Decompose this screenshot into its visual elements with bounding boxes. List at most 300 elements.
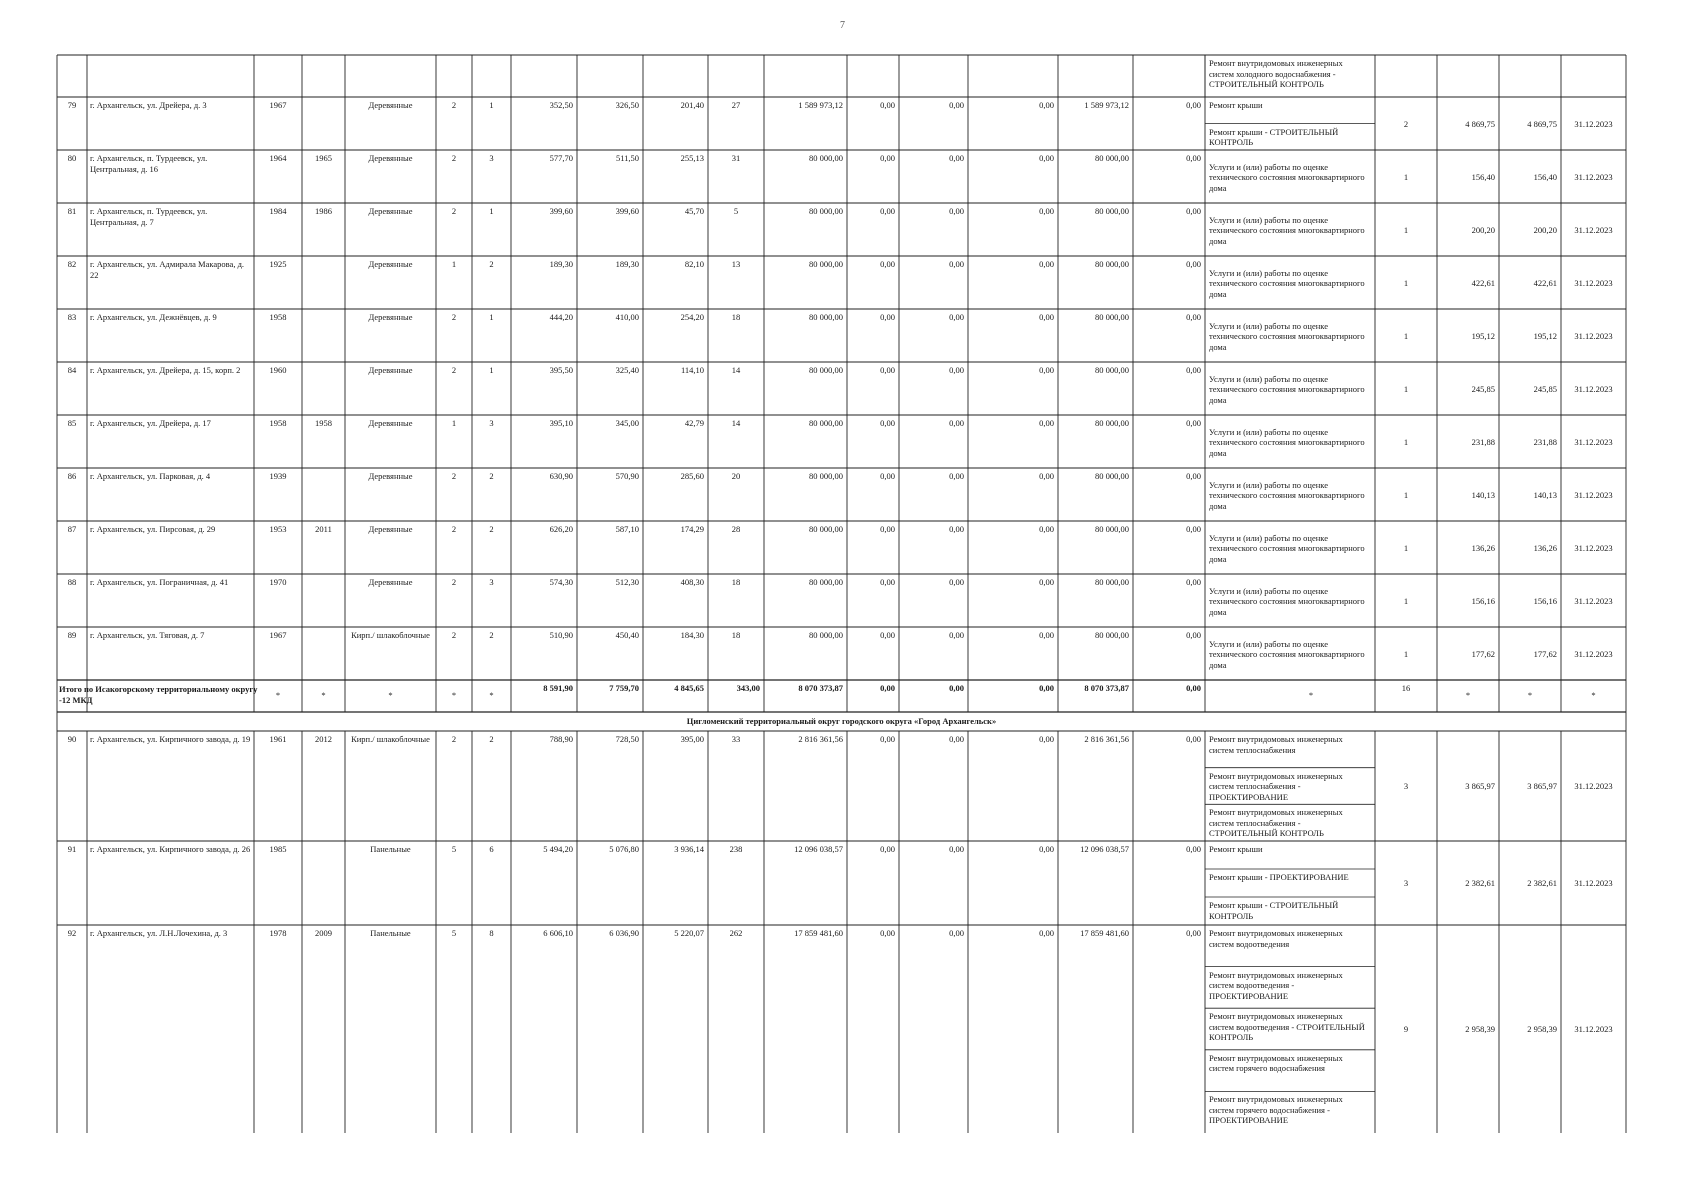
living-area: 6 036,90 bbox=[609, 928, 639, 938]
residents: 33 bbox=[731, 734, 741, 744]
fund-value: 0,00 bbox=[1039, 577, 1054, 587]
fund-value: 0,00 bbox=[1039, 418, 1054, 428]
fund-value: 0,00 bbox=[1186, 100, 1201, 110]
wall-material: Деревянные bbox=[368, 577, 413, 587]
address-cell: г. Архангельск, ул. Тяговая, д. 7 bbox=[90, 630, 205, 640]
fund-value: 0,00 bbox=[949, 577, 964, 587]
entrances: 6 bbox=[489, 844, 494, 854]
work-count: 3 bbox=[1403, 781, 1409, 791]
total-area: 630,90 bbox=[549, 471, 573, 481]
wall-material: Кирп./ шлакоблочные bbox=[351, 630, 430, 640]
fund-value: 80 000,00 bbox=[1095, 471, 1129, 481]
fund-value: 0,00 bbox=[1039, 928, 1054, 938]
row-number: 90 bbox=[67, 734, 77, 744]
address-cell: г. Архангельск, ул. Парковая, д. 4 bbox=[90, 471, 211, 481]
address-cell: г. Архангельск, ул. Дежнёвцев, д. 9 bbox=[90, 312, 217, 322]
work-item: Ремонт внутридомовых инженерных систем холодного водоснабжения - СТРОИТЕЛЬНЫЙ КОНТРОЛЬ bbox=[1209, 58, 1343, 89]
fund-sum: 8 070 373,87 bbox=[1084, 683, 1129, 693]
living-area: 587,10 bbox=[615, 524, 639, 534]
living-area: 450,40 bbox=[615, 630, 639, 640]
fund-sum: 0,00 bbox=[949, 683, 964, 693]
unit-cost: 4 869,75 bbox=[1465, 118, 1495, 129]
total-area: 395,50 bbox=[549, 365, 573, 375]
completion-date: 31.12.2023 bbox=[1574, 330, 1613, 341]
row-number: 83 bbox=[67, 312, 77, 322]
wall-material: Деревянные bbox=[368, 153, 413, 163]
row-number: 81 bbox=[67, 206, 77, 216]
private-area: 184,30 bbox=[680, 630, 704, 640]
wall-material: Деревянные bbox=[368, 312, 413, 322]
fund-sum: 0,00 bbox=[880, 683, 895, 693]
fund-value: 0,00 bbox=[880, 630, 895, 640]
entrances: 2 bbox=[489, 471, 494, 481]
completion-date: 31.12.2023 bbox=[1574, 542, 1613, 553]
fund-value: 0,00 bbox=[880, 365, 895, 375]
fund-value: 0,00 bbox=[949, 471, 964, 481]
residents: 28 bbox=[731, 524, 741, 534]
entrances: 1 bbox=[489, 312, 494, 322]
repair-cost: 80 000,00 bbox=[809, 577, 843, 587]
private-area: 201,40 bbox=[680, 100, 704, 110]
work-item: Услуги и (или) работы по оценке технического состояния многоквартирного дома bbox=[1209, 585, 1365, 617]
section-title: Цигломенский территориальный округ городского округа «Город Архангельск» bbox=[686, 716, 997, 726]
entrances: 8 bbox=[489, 928, 494, 938]
repair-cost: 80 000,00 bbox=[809, 418, 843, 428]
unit-cost: 245,85 bbox=[1471, 383, 1495, 394]
fund-value: 2 816 361,56 bbox=[1084, 734, 1129, 744]
fund-value: 0,00 bbox=[1186, 844, 1201, 854]
work-count: 9 bbox=[1403, 1024, 1409, 1034]
fund-value: 0,00 bbox=[949, 365, 964, 375]
fund-value: 0,00 bbox=[1039, 153, 1054, 163]
repair-cost: 80 000,00 bbox=[809, 153, 843, 163]
row-number: 82 bbox=[67, 259, 77, 269]
wall-material: Кирп./ шлакоблочные bbox=[351, 734, 430, 744]
limit-cost: 2 958,39 bbox=[1527, 1024, 1557, 1034]
completion-date: 31.12.2023 bbox=[1574, 648, 1613, 659]
fund-value: 0,00 bbox=[880, 153, 895, 163]
address-cell: г. Архангельск, ул. Адмирала Макарова, д. 22 bbox=[90, 259, 245, 280]
fund-value: 0,00 bbox=[1186, 153, 1201, 163]
repair-cost: 80 000,00 bbox=[809, 630, 843, 640]
row-number: 92 bbox=[67, 928, 77, 938]
private-area: 254,20 bbox=[680, 312, 704, 322]
limit-cost: 136,26 bbox=[1533, 542, 1557, 553]
floors: 2 bbox=[451, 100, 457, 110]
entrances: 1 bbox=[489, 206, 494, 216]
limit-cost: 3 865,97 bbox=[1527, 781, 1557, 791]
fund-value: 0,00 bbox=[880, 577, 895, 587]
wall-material: Деревянные bbox=[368, 206, 413, 216]
floors: 2 bbox=[451, 471, 457, 481]
fund-value: 0,00 bbox=[1039, 365, 1054, 375]
year-renovated: 1958 bbox=[315, 418, 332, 428]
residents: 18 bbox=[731, 577, 741, 587]
fund-value: 0,00 bbox=[1039, 524, 1054, 534]
total-area: 577,70 bbox=[549, 153, 573, 163]
floors: 2 bbox=[451, 734, 457, 744]
work-item: Услуги и (или) работы по оценке технического состояния многоквартирного дома bbox=[1209, 479, 1365, 511]
fund-value: 0,00 bbox=[1186, 206, 1201, 216]
fund-value: 0,00 bbox=[880, 844, 895, 854]
unit-cost: 2 958,39 bbox=[1465, 1024, 1495, 1034]
entrances: 1 bbox=[489, 365, 494, 375]
address-cell: г. Архангельск, п. Турдеевск, ул. Центральная, д. 16 bbox=[90, 153, 208, 174]
year-built: 1984 bbox=[269, 206, 287, 216]
floors: 1 bbox=[451, 418, 457, 428]
fund-sum: 0,00 bbox=[1186, 683, 1201, 693]
unit-cost: 231,88 bbox=[1471, 436, 1495, 447]
fund-value: 0,00 bbox=[1039, 630, 1054, 640]
floors: 2 bbox=[451, 630, 457, 640]
fund-value: 0,00 bbox=[880, 524, 895, 534]
completion-date: 31.12.2023 bbox=[1574, 1024, 1613, 1034]
living-area: 345,00 bbox=[615, 418, 639, 428]
residents-sum: 343,00 bbox=[736, 683, 760, 693]
floors: 1 bbox=[451, 259, 457, 269]
work-item: Ремонт внутридомовых инженерных систем теплоснабжения - ПРОЕКТИРОВАНИЕ bbox=[1209, 770, 1343, 802]
fund-value: 0,00 bbox=[1186, 577, 1201, 587]
work-item: Ремонт крыши - СТРОИТЕЛЬНЫЙ КОНТРОЛЬ bbox=[1209, 900, 1339, 921]
repair-cost: 80 000,00 bbox=[809, 206, 843, 216]
address-cell: г. Архангельск, ул. Дрейера, д. 15, корп. 2 bbox=[90, 365, 241, 375]
fund-value: 0,00 bbox=[1039, 206, 1054, 216]
entrances: 3 bbox=[489, 577, 494, 587]
placeholder-mark: * bbox=[1591, 690, 1596, 700]
address-cell: г. Архангельск, ул. Кирпичного завода, д. 26 bbox=[90, 844, 251, 854]
fund-value: 0,00 bbox=[949, 524, 964, 534]
living-area: 399,60 bbox=[615, 206, 639, 216]
total-label: Итого по Исакогорскому территориальному округу -12 МКД bbox=[59, 684, 258, 705]
row-number: 91 bbox=[67, 844, 77, 854]
total-area: 788,90 bbox=[549, 734, 573, 744]
year-built: 1958 bbox=[269, 312, 287, 322]
total-area: 5 494,20 bbox=[543, 844, 573, 854]
entrances: 2 bbox=[489, 734, 494, 744]
year-built: 1958 bbox=[269, 418, 287, 428]
entrances: 3 bbox=[489, 153, 494, 163]
unit-cost: 140,13 bbox=[1471, 489, 1495, 500]
work-item: Ремонт внутридомовых инженерных систем теплоснабжения bbox=[1209, 734, 1343, 755]
fund-value: 0,00 bbox=[949, 312, 964, 322]
residents: 18 bbox=[731, 630, 741, 640]
fund-value: 0,00 bbox=[949, 630, 964, 640]
living-area: 189,30 bbox=[615, 259, 639, 269]
address-cell: г. Архангельск, п. Турдеевск, ул. Центральная, д. 7 bbox=[90, 206, 208, 227]
fund-value: 12 096 038,57 bbox=[1080, 844, 1129, 854]
residents: 262 bbox=[729, 928, 743, 938]
living-area: 5 076,80 bbox=[609, 844, 639, 854]
repair-cost: 80 000,00 bbox=[809, 312, 843, 322]
wall-material: Панельные bbox=[370, 844, 411, 854]
repair-cost: 1 589 973,12 bbox=[798, 100, 843, 110]
work-item: Ремонт внутридомовых инженерных систем горячего водоснабжения - ПРОЕКТИРОВАНИЕ bbox=[1209, 1094, 1343, 1126]
limit-cost: 140,13 bbox=[1533, 489, 1557, 500]
residents: 31 bbox=[731, 153, 741, 163]
placeholder-mark: * bbox=[451, 690, 457, 700]
year-renovated: 1965 bbox=[315, 153, 332, 163]
row-number: 87 bbox=[67, 524, 77, 534]
private-area: 408,30 bbox=[680, 577, 704, 587]
fund-value: 0,00 bbox=[949, 734, 964, 744]
completion-date: 31.12.2023 bbox=[1574, 383, 1613, 394]
private-area: 5 220,07 bbox=[674, 928, 704, 938]
fund-value: 0,00 bbox=[880, 259, 895, 269]
fund-value: 80 000,00 bbox=[1095, 577, 1129, 587]
total-area: 399,60 bbox=[549, 206, 573, 216]
floors: 5 bbox=[451, 844, 457, 854]
work-count: 1 bbox=[1403, 595, 1409, 606]
fund-value: 0,00 bbox=[1186, 365, 1201, 375]
row-number: 79 bbox=[67, 100, 77, 110]
fund-value: 80 000,00 bbox=[1095, 153, 1129, 163]
fund-value: 80 000,00 bbox=[1095, 418, 1129, 428]
total-area: 444,20 bbox=[549, 312, 573, 322]
fund-value: 80 000,00 bbox=[1095, 630, 1129, 640]
fund-value: 0,00 bbox=[1039, 471, 1054, 481]
fund-value: 0,00 bbox=[1186, 928, 1201, 938]
fund-value: 0,00 bbox=[949, 206, 964, 216]
wall-material: Деревянные bbox=[368, 418, 413, 428]
year-built: 1964 bbox=[269, 153, 287, 163]
year-renovated: 2012 bbox=[315, 734, 332, 744]
work-item: Ремонт внутридомовых инженерных систем водоотведения bbox=[1209, 928, 1343, 949]
fund-value: 80 000,00 bbox=[1095, 365, 1129, 375]
wall-material: Деревянные bbox=[368, 259, 413, 269]
work-item: Ремонт крыши bbox=[1209, 100, 1263, 110]
year-built: 1967 bbox=[269, 100, 287, 110]
wall-material: Деревянные bbox=[368, 524, 413, 534]
fund-value: 0,00 bbox=[1186, 630, 1201, 640]
work-item: Услуги и (или) работы по оценке технического состояния многоквартирного дома bbox=[1209, 161, 1365, 193]
repair-cost: 2 816 361,56 bbox=[798, 734, 843, 744]
unit-cost: 3 865,97 bbox=[1465, 781, 1495, 791]
fund-value: 0,00 bbox=[880, 206, 895, 216]
work-count: 1 bbox=[1403, 436, 1409, 447]
year-built: 1961 bbox=[269, 734, 287, 744]
total-area: 189,30 bbox=[549, 259, 573, 269]
total-area: 574,30 bbox=[549, 577, 573, 587]
unit-cost: 200,20 bbox=[1471, 224, 1495, 235]
unit-cost: 136,26 bbox=[1471, 542, 1495, 553]
unit-cost: 195,12 bbox=[1471, 330, 1495, 341]
work-item: Ремонт внутридомовых инженерных систем водоотведения - СТРОИТЕЛЬНЫЙ КОНТРОЛЬ bbox=[1209, 1011, 1365, 1043]
repair-cost: 80 000,00 bbox=[809, 471, 843, 481]
fund-value: 0,00 bbox=[1186, 524, 1201, 534]
work-item: Услуги и (или) работы по оценке технического состояния многоквартирного дома bbox=[1209, 214, 1365, 246]
address-cell: г. Архангельск, ул. Кирпичного завода, д. 19 bbox=[90, 734, 251, 744]
fund-value: 0,00 bbox=[1186, 418, 1201, 428]
floors: 2 bbox=[451, 153, 457, 163]
work-item: Услуги и (или) работы по оценке технического состояния многоквартирного дома bbox=[1209, 638, 1365, 670]
count-sum: 16 bbox=[1401, 683, 1411, 693]
address-cell: г. Архангельск, ул. Л.Н.Лочехина, д. 3 bbox=[90, 928, 228, 938]
placeholder-mark: * bbox=[275, 690, 281, 700]
year-renovated: 1986 bbox=[315, 206, 332, 216]
living-area: 570,90 bbox=[615, 471, 639, 481]
work-item: Услуги и (или) работы по оценке технического состояния многоквартирного дома bbox=[1209, 320, 1365, 352]
year-built: 1939 bbox=[269, 471, 287, 481]
fund-value: 0,00 bbox=[1186, 312, 1201, 322]
total-area: 352,50 bbox=[549, 100, 573, 110]
private-area: 45,70 bbox=[684, 206, 704, 216]
year-built: 1978 bbox=[269, 928, 287, 938]
unit-cost: 177,62 bbox=[1471, 648, 1495, 659]
fund-value: 0,00 bbox=[1039, 100, 1054, 110]
private-area: 82,10 bbox=[684, 259, 704, 269]
wall-material: Деревянные bbox=[368, 365, 413, 375]
placeholder-mark: * bbox=[1308, 690, 1314, 700]
repair-cost: 80 000,00 bbox=[809, 524, 843, 534]
work-item: Ремонт внутридомовых инженерных систем водоотведения - ПРОЕКТИРОВАНИЕ bbox=[1209, 969, 1343, 1001]
floors: 5 bbox=[451, 928, 457, 938]
work-item: Услуги и (или) работы по оценке технического состояния многоквартирного дома bbox=[1209, 426, 1365, 458]
work-item: Ремонт крыши - ПРОЕКТИРОВАНИЕ bbox=[1209, 872, 1349, 882]
completion-date: 31.12.2023 bbox=[1574, 118, 1613, 129]
residents: 14 bbox=[731, 418, 741, 428]
total-area: 6 606,10 bbox=[543, 928, 573, 938]
completion-date: 31.12.2023 bbox=[1574, 277, 1613, 288]
work-item: Услуги и (или) работы по оценке технического состояния многоквартирного дома bbox=[1209, 267, 1365, 299]
entrances: 2 bbox=[489, 259, 494, 269]
fund-value: 0,00 bbox=[880, 100, 895, 110]
limit-cost: 200,20 bbox=[1533, 224, 1557, 235]
total-area: 510,90 bbox=[549, 630, 573, 640]
unit-cost: 156,16 bbox=[1471, 595, 1495, 606]
repair-cost: 12 096 038,57 bbox=[794, 844, 843, 854]
residents: 20 bbox=[731, 471, 741, 481]
fund-value: 0,00 bbox=[1039, 312, 1054, 322]
private-area: 395,00 bbox=[680, 734, 704, 744]
limit-cost: 422,61 bbox=[1533, 277, 1557, 288]
fund-value: 0,00 bbox=[949, 928, 964, 938]
floors: 2 bbox=[451, 365, 457, 375]
row-number: 89 bbox=[67, 630, 77, 640]
repair-cost: 80 000,00 bbox=[809, 259, 843, 269]
fund-value: 0,00 bbox=[880, 312, 895, 322]
residents: 14 bbox=[731, 365, 741, 375]
wall-material: Деревянные bbox=[368, 100, 413, 110]
placeholder-mark: * bbox=[1527, 690, 1533, 700]
living-area-sum: 7 759,70 bbox=[609, 683, 639, 693]
placeholder-mark: * bbox=[489, 690, 494, 700]
fund-value: 0,00 bbox=[949, 844, 964, 854]
row-number: 85 bbox=[67, 418, 77, 428]
row-number: 88 bbox=[67, 577, 77, 587]
fund-value: 0,00 bbox=[880, 418, 895, 428]
living-area: 728,50 bbox=[615, 734, 639, 744]
completion-date: 31.12.2023 bbox=[1574, 878, 1613, 888]
limit-cost: 177,62 bbox=[1533, 648, 1557, 659]
row-number: 86 bbox=[67, 471, 77, 481]
living-area: 410,00 bbox=[615, 312, 639, 322]
entrances: 1 bbox=[489, 100, 494, 110]
fund-value: 80 000,00 bbox=[1095, 312, 1129, 322]
placeholder-mark: * bbox=[321, 690, 326, 700]
fund-value: 0,00 bbox=[1186, 734, 1201, 744]
placeholder-mark: * bbox=[388, 690, 393, 700]
limit-cost: 245,85 bbox=[1533, 383, 1557, 394]
fund-value: 80 000,00 bbox=[1095, 259, 1129, 269]
repair-cost: 80 000,00 bbox=[809, 365, 843, 375]
private-area: 114,10 bbox=[680, 365, 704, 375]
entrances: 2 bbox=[489, 630, 494, 640]
fund-value: 0,00 bbox=[949, 153, 964, 163]
completion-date: 31.12.2023 bbox=[1574, 489, 1613, 500]
private-area-sum: 4 845,65 bbox=[674, 683, 704, 693]
work-count: 1 bbox=[1403, 277, 1409, 288]
work-item: Ремонт внутридомовых инженерных систем теплоснабжения - СТРОИТЕЛЬНЫЙ КОНТРОЛЬ bbox=[1209, 807, 1343, 839]
work-count: 1 bbox=[1403, 224, 1409, 235]
floors: 2 bbox=[451, 577, 457, 587]
year-built: 1970 bbox=[269, 577, 287, 587]
limit-cost: 156,16 bbox=[1533, 595, 1557, 606]
fund-value: 0,00 bbox=[880, 928, 895, 938]
fund-value: 0,00 bbox=[1039, 259, 1054, 269]
year-built: 1953 bbox=[269, 524, 287, 534]
work-count: 1 bbox=[1403, 171, 1409, 182]
work-count: 2 bbox=[1403, 118, 1409, 129]
limit-cost: 4 869,75 bbox=[1527, 118, 1557, 129]
floors: 2 bbox=[451, 312, 457, 322]
residents: 5 bbox=[733, 206, 739, 216]
fund-value: 80 000,00 bbox=[1095, 206, 1129, 216]
residents: 18 bbox=[731, 312, 741, 322]
entrances: 2 bbox=[489, 524, 494, 534]
work-item: Услуги и (или) работы по оценке технического состояния многоквартирного дома bbox=[1209, 532, 1365, 564]
year-built: 1985 bbox=[269, 844, 287, 854]
work-item: Услуги и (или) работы по оценке технического состояния многоквартирного дома bbox=[1209, 373, 1365, 405]
private-area: 3 936,14 bbox=[674, 844, 704, 854]
living-area: 512,30 bbox=[615, 577, 639, 587]
wall-material: Панельные bbox=[370, 928, 411, 938]
work-count: 3 bbox=[1403, 878, 1409, 888]
address-cell: г. Архангельск, ул. Дрейера, д. 17 bbox=[90, 418, 211, 428]
address-cell: г. Архангельск, ул. Пограничная, д. 41 bbox=[90, 577, 229, 587]
fund-value: 0,00 bbox=[949, 259, 964, 269]
year-renovated: 2009 bbox=[315, 928, 332, 938]
year-built: 1960 bbox=[269, 365, 287, 375]
work-count: 1 bbox=[1403, 542, 1409, 553]
residents: 27 bbox=[731, 100, 741, 110]
private-area: 174,29 bbox=[680, 524, 704, 534]
limit-cost: 195,12 bbox=[1533, 330, 1557, 341]
cost-sum: 8 070 373,87 bbox=[798, 683, 843, 693]
fund-value: 80 000,00 bbox=[1095, 524, 1129, 534]
year-built: 1925 bbox=[269, 259, 287, 269]
address-cell: г. Архангельск, ул. Дрейера, д. 3 bbox=[90, 100, 207, 110]
row-number: 84 bbox=[67, 365, 77, 375]
fund-value: 0,00 bbox=[1186, 471, 1201, 481]
living-area: 511,50 bbox=[615, 153, 639, 163]
year-renovated: 2011 bbox=[315, 524, 332, 534]
entrances: 3 bbox=[489, 418, 494, 428]
floors: 2 bbox=[451, 206, 457, 216]
total-area: 626,20 bbox=[549, 524, 573, 534]
completion-date: 31.12.2023 bbox=[1574, 171, 1613, 182]
living-area: 325,40 bbox=[615, 365, 639, 375]
work-item: Ремонт крыши bbox=[1209, 844, 1263, 854]
total-area: 395,10 bbox=[549, 418, 573, 428]
total-area-sum: 8 591,90 bbox=[543, 683, 573, 693]
fund-sum: 0,00 bbox=[1039, 683, 1054, 693]
completion-date: 31.12.2023 bbox=[1574, 595, 1613, 606]
work-item: Ремонт внутридомовых инженерных систем горячего водоснабжения bbox=[1209, 1052, 1343, 1074]
year-built: 1967 bbox=[269, 630, 287, 640]
private-area: 255,13 bbox=[680, 153, 704, 163]
fund-value: 0,00 bbox=[1039, 844, 1054, 854]
work-count: 1 bbox=[1403, 648, 1409, 659]
